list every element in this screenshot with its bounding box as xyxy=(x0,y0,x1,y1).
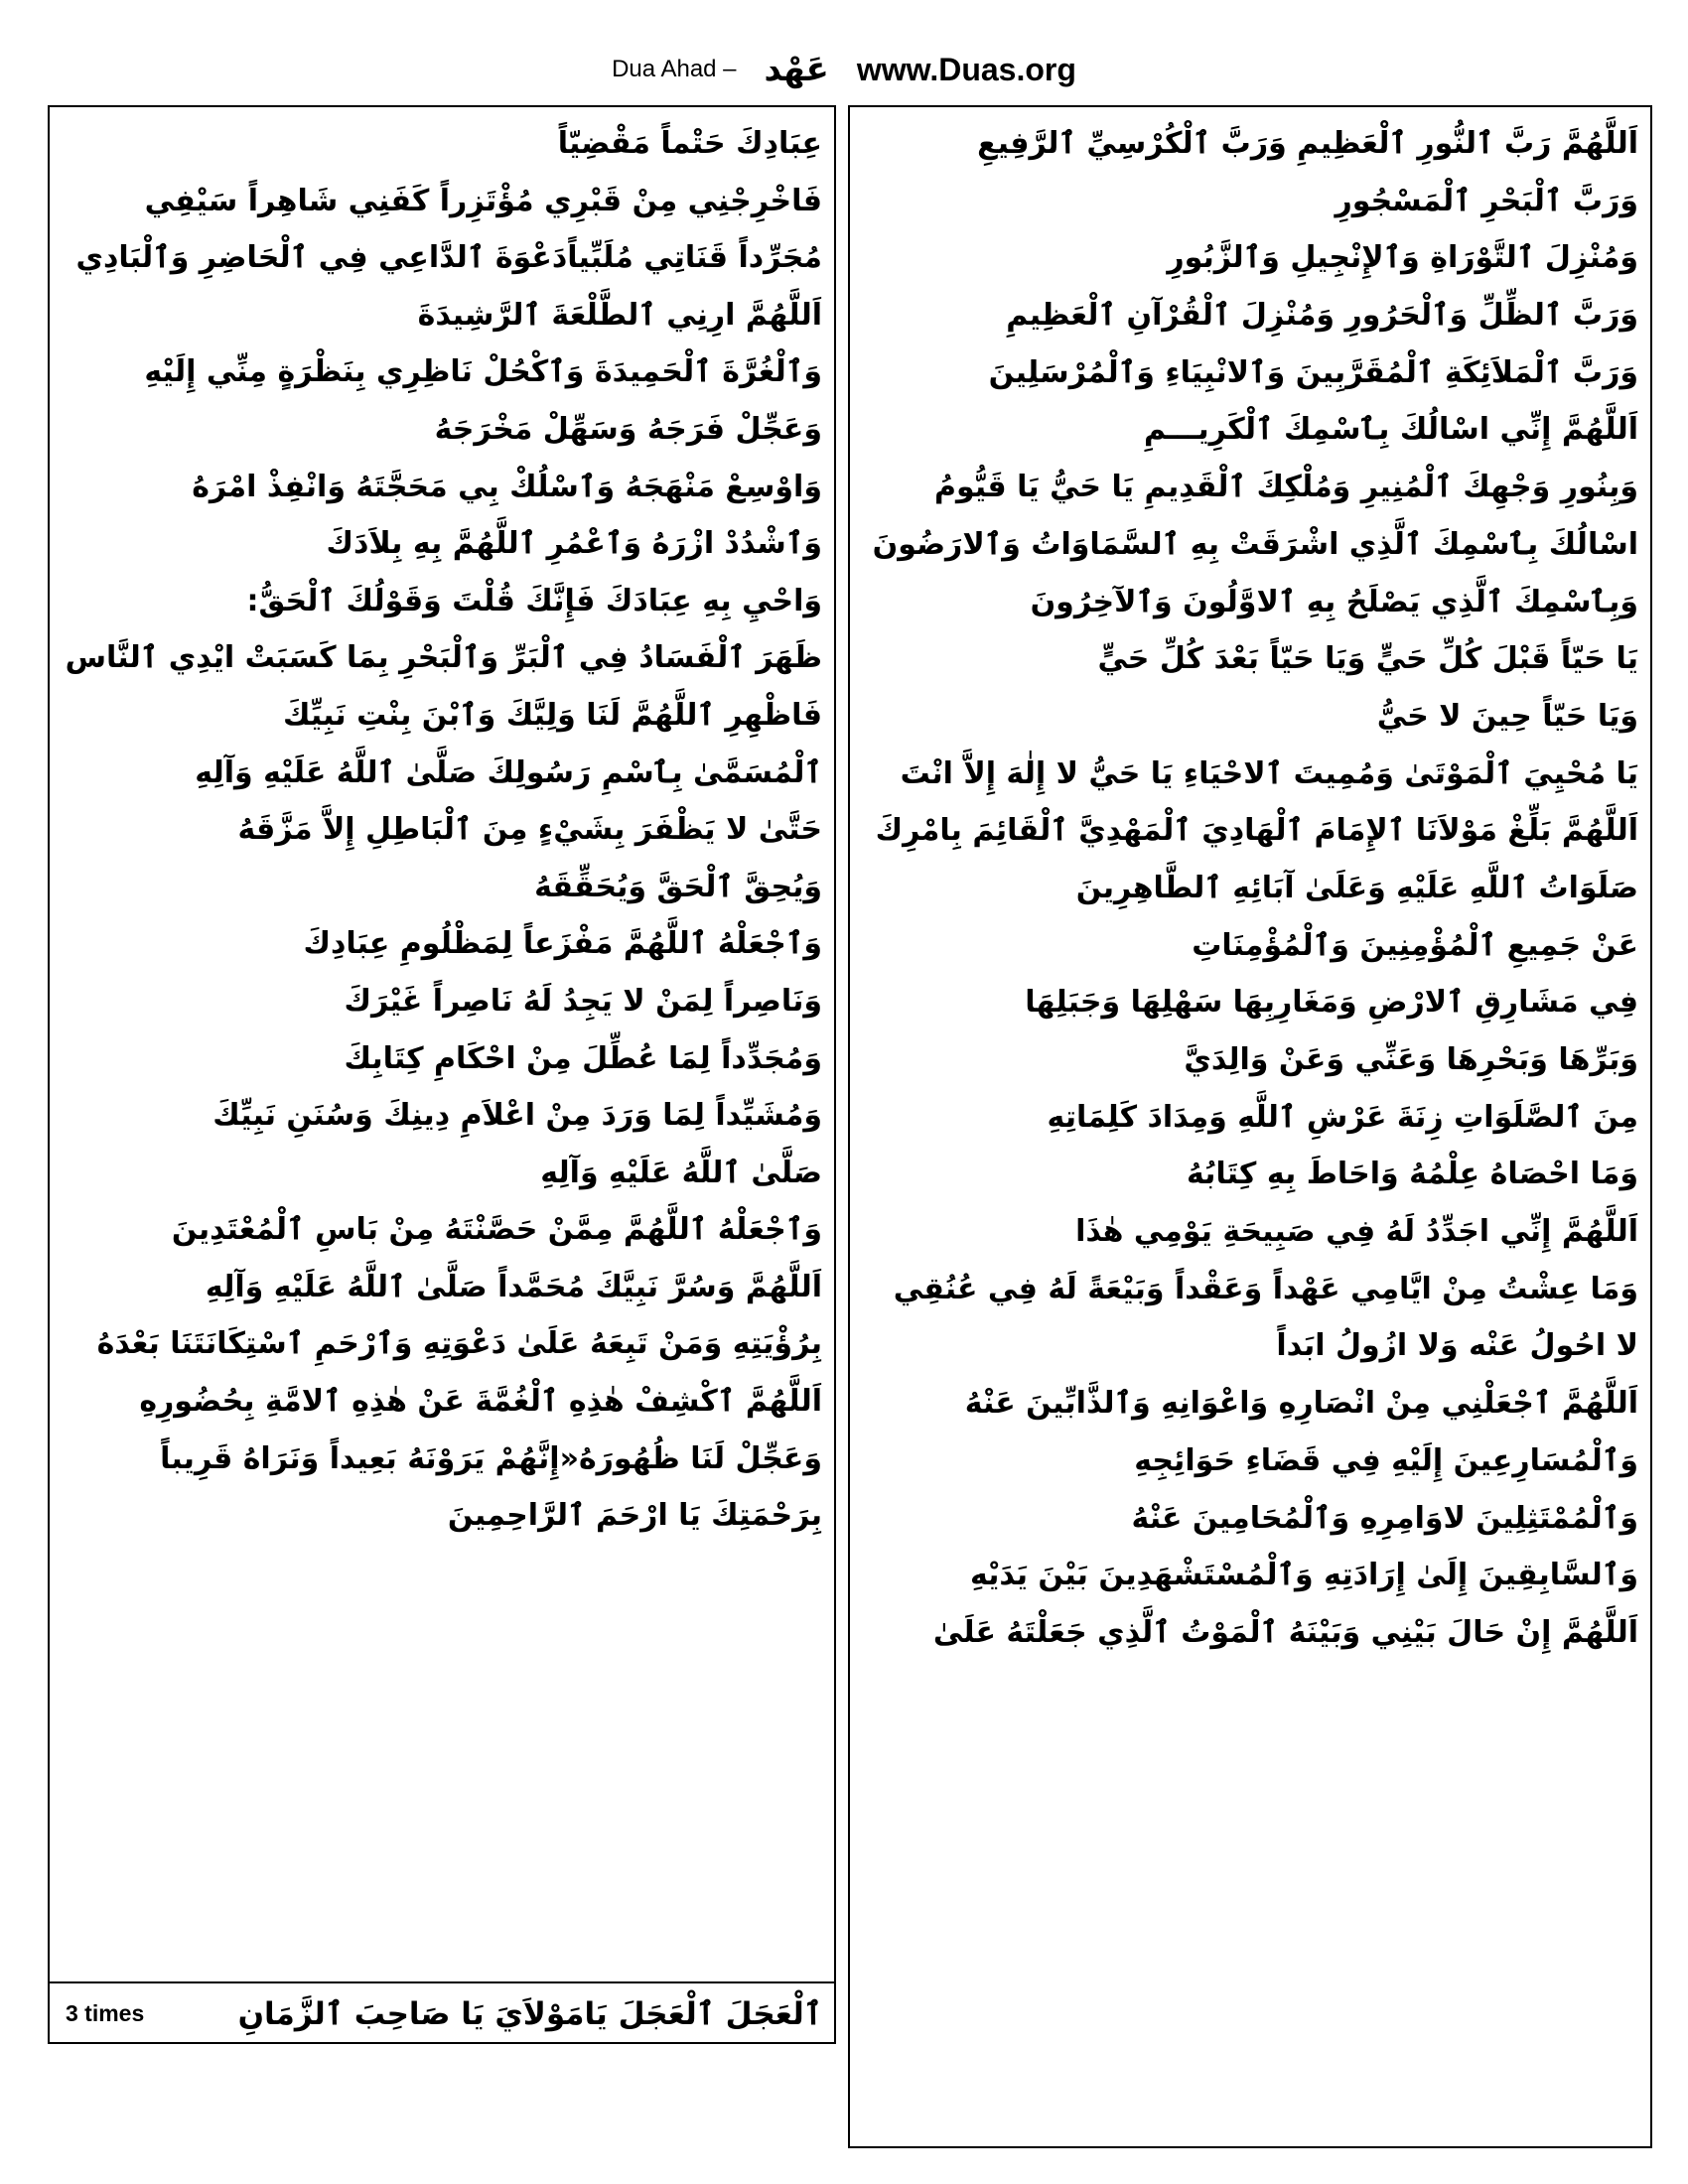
text-line: وَٱلسَّابِقِينَ إِلَىٰ إِرَادَتِهِ وَٱلْمُسْتَشْهَدِينَ بَيْنَ يَدَيْهِ xyxy=(969,1558,1638,1593)
text-line: وَيُحِقَّ ٱلْحَقَّ وَيُحَقِّقَهُ xyxy=(534,869,822,904)
left-text-column xyxy=(48,105,836,2044)
text-line: وَبَرِّهَا وَبَحْرِهَا وَعَنِّي وَعَنْ وَالِدَيَّ xyxy=(1184,1042,1638,1077)
text-line: وَعَجِّلْ فَرَجَهُ وَسَهِّلْ مَخْرَجَهُ xyxy=(434,411,822,447)
page-header xyxy=(0,40,1688,99)
text-line: وَمُجَدِّداً لِمَا عُطِّلَ مِنْ احْكَامِ كِتَابِكَ xyxy=(344,1040,822,1076)
text-line: وَرَبَّ ٱلْمَلاَئِكَةِ ٱلْمُقَرَّبِينَ وَٱلانْبِيَاءِ وَٱلْمُرْسَلِينَ xyxy=(988,354,1638,390)
text-line: بِرَحْمَتِكَ يَا ارْحَمَ ٱلرَّاحِمِينَ xyxy=(447,1498,822,1534)
text-line: اَللَّهُمَّ رَبَّ ٱلنُّورِ ٱلْعَظِيمِ وَرَبَّ ٱلْكُرْسِيِّ ٱلرَّفِيعِ xyxy=(977,126,1638,161)
text-line: وَٱلْغُرَّةَ ٱلْحَمِيدَةَ وَٱكْحُلْ نَاظِرِي بِنَظْرَةٍ مِنِّي إِلَيْهِ xyxy=(144,354,822,390)
text-line: مِنَ ٱلصَّلَوَاتِ زِنَةَ عَرْشِ ٱللَّهِ وَمِدَادَ كَلِمَاتِهِ xyxy=(1047,1099,1638,1135)
header-website: www.Duas.org xyxy=(856,51,1076,87)
text-line: عَنْ جَمِيعِ ٱلْمُؤْمِنِينَ وَٱلْمُؤْمِنَاتِ xyxy=(1192,927,1638,963)
text-line: وَبِنُورِ وَجْهِكَ ٱلْمُنِيرِ وَمُلْكِكَ ٱلْقَدِيمِ يَا حَيُّ يَا قَيُّومُ xyxy=(933,470,1638,505)
left-column-lines xyxy=(62,115,822,1545)
text-line: ظَهَرَ ٱلْفَسَادُ فِي ٱلْبَرِّ وَٱلْبَحْرِ بِمَا كَسَبَتْ ايْدِي ٱلنَّاس xyxy=(65,640,822,676)
text-line: وَرَبَّ ٱلْبَحْرِ ٱلْمَسْجُورِ xyxy=(1335,183,1638,218)
text-line: وَٱجْعَلْهُ ٱللَّهُمَّ مَفْزَعاً لِمَظْلُومِ عِبَادِكَ xyxy=(303,926,822,962)
text-line: اَللَّهُمَّ ارِنِي ٱلطَّلْعَةَ ٱلرَّشِيدَةَ xyxy=(417,297,822,333)
text-line: اسْالُكَ بِٱسْمِكَ ٱلَّذِي اشْرَقَتْ بِهِ ٱلسَّمَاوَاتُ وَٱلارَضُونَ xyxy=(872,526,1638,562)
text-line: وَعَجِّلْ لَنَا ظُهُورَهُ«إِنَّهُمْ يَرَوْنَهُ بَعِيداً وَنَرَاهُ قَرِيباً xyxy=(160,1440,822,1476)
text-line: اَللَّهُمَّ إِنِّي اسْالُكَ بِٱسْمِكَ ٱلْكَرِيـــمِ xyxy=(1144,412,1638,448)
right-column-lines xyxy=(862,115,1638,1662)
text-line: اَللَّهُمَّ وَسُرَّ نَبِيَّكَ مُحَمَّداً صَلَّىٰ ٱللَّهُ عَلَيْهِ وَآلِهِ xyxy=(205,1269,822,1304)
header-arabic-title: عَهْد xyxy=(764,50,829,89)
right-text-column xyxy=(848,105,1652,2148)
footer-refrain xyxy=(48,1981,836,2044)
text-line: وَمُنْزِلَ ٱلتَّوْرَاةِ وَٱلإِنْجِيلِ وَٱلزَّبُورِ xyxy=(1167,240,1638,276)
text-line: وَنَاصِراً لِمَنْ لا يَجِدُ لَهُ نَاصِراً غَيْرَكَ xyxy=(344,983,822,1019)
header-subtitle: Dua Ahad – xyxy=(612,56,737,82)
text-line: وَٱجْعَلْهُ ٱللَّهُمَّ مِمَّنْ حَصَّنْتَهُ مِنْ بَاسِ ٱلْمُعْتَدِينَ xyxy=(171,1212,822,1248)
text-line: اَللَّهُمَّ إِنْ حَالَ بَيْنِي وَبَيْنَهُ ٱلْمَوْتُ ٱلَّذِي جَعَلْتَهُ عَلَىٰ xyxy=(932,1614,1638,1650)
text-line: اَللَّهُمَّ إِنِّي اجَدِّدُ لَهُ فِي صَبِيحَةِ يَوْمِي هٰذَا xyxy=(1075,1214,1638,1250)
text-line: وَبِٱسْمِكَ ٱلَّذِي يَصْلَحُ بِهِ ٱلاوَّلُونَ وَٱلآخِرُونَ xyxy=(1030,584,1638,619)
text-line: فَاخْرِجْنِي مِنْ قَبْرِي مُؤْتَزِراً كَفَنِي شَاهِراً سَيْفِي xyxy=(144,183,822,218)
text-line: وَٱلْمُسَارِعِينَ إِلَيْهِ فِي قَضَاءِ حَوَائِجِهِ xyxy=(1134,1442,1638,1478)
text-line: اَللَّهُمَّ بَلِّغْ مَوْلاَنَا ٱلإِمَامَ ٱلْهَادِيَ ٱلْمَهْدِيَّ ٱلْقَائِمَ بِامْرِكَ xyxy=(875,813,1638,849)
text-line: فَاظْهِرِ ٱللَّهُمَّ لَنَا وَلِيَّكَ وَٱبْنَ بِنْتِ نَبِيِّكَ xyxy=(282,697,822,733)
text-line: لا احُولُ عَنْه وَلا ازُولُ ابَداً xyxy=(1276,1328,1638,1364)
text-line: وَمَا عِشْتُ مِنْ ايَّامِي عَهْداً وَعَقْداً وَبَيْعَةً لَهُ فِي عُنُقِي xyxy=(893,1271,1638,1306)
text-line: مُجَرِّداً قَنَاتِي مُلَبِّياًدَعْوَةَ ٱلدَّاعِي فِي ٱلْحَاضِرِ وَٱلْبَادِي xyxy=(75,240,822,276)
text-line: فِي مَشَارِقِ ٱلارْضِ وَمَغَارِبِهَا سَهْلِهَا وَجَبَلِهَا xyxy=(1025,985,1638,1021)
text-line: عِبَادِكَ حَتْماً مَقْضِيّاً xyxy=(557,126,822,161)
text-line: يَا مُحْيِيَ ٱلْمَوْتَىٰ وَمُمِيتَ ٱلاحْيَاءِ يَا حَيُّ لا إِلٰهَ إِلاَّ انْتَ xyxy=(900,755,1638,791)
repeat-label: 3 times xyxy=(66,2000,145,2026)
text-line: وَاحْيِ بِهِ عِبَادَكَ فَإِنَّكَ قُلْتَ وَقَوْلُكَ ٱلْحَقُّ: xyxy=(246,583,822,618)
text-line: وَيَا حَيّاً حِينَ لا حَيُّ xyxy=(1376,698,1638,734)
text-line: اَللَّهُمَّ ٱكْشِفْ هٰذِهِ ٱلْغُمَّةَ عَنْ هٰذِهِ ٱلامَّةِ بِحُضُورِهِ xyxy=(139,1384,822,1420)
text-line: وَاوْسِعْ مَنْهَجَهُ وَٱسْلُكْ بِي مَحَجَّتَهُ وَانْفِذْ امْرَهُ xyxy=(192,469,822,504)
text-line: وَمُشَيِّداً لِمَا وَرَدَ مِنْ اعْلاَمِ دِينِكَ وَسُنَنِ نَبِيِّكَ xyxy=(212,1098,822,1134)
refrain-text: ٱلْعَجَلَ ٱلْعَجَلَ يَامَوْلاَيَ يَا صَاحِبَ ٱلزَّمَانِ xyxy=(237,1995,822,2032)
text-line: وَرَبَّ ٱلظِّلِّ وَٱلْحَرُورِ وَمُنْزِلَ ٱلْقُرْآنِ ٱلْعَظِيمِ xyxy=(1006,298,1638,334)
text-line: بِرُؤْيَتِهِ وَمَنْ تَبِعَهُ عَلَىٰ دَعْوَتِهِ وَٱرْحَمِ ٱسْتِكَانَتَنَا بَعْدَهُ xyxy=(96,1326,822,1362)
text-line: وَٱشْدُدْ ازْرَهُ وَٱعْمُرِ ٱللَّهُمَّ بِهِ بِلاَدَكَ xyxy=(326,526,822,562)
text-line: ٱلْمُسَمَّىٰ بِٱسْمِ رَسُولِكَ صَلَّىٰ ٱللَّهُ عَلَيْهِ وَآلِهِ xyxy=(195,754,822,790)
text-line: صَلَّىٰ ٱللَّهُ عَلَيْهِ وَآلِهِ xyxy=(540,1155,822,1190)
text-line: وَٱلْمُمْتَثِلِينَ لاوَامِرِهِ وَٱلْمُحَامِينَ عَنْهُ xyxy=(1131,1500,1638,1536)
text-line: حَتَّىٰ لا يَظْفَرَ بِشَيْءٍ مِنَ ٱلْبَاطِلِ إِلاَّ مَزَّقَهُ xyxy=(237,812,822,848)
text-line: يَا حَيّاً قَبْلَ كُلِّ حَيٍّ وَيَا حَيّاً بَعْدَ كُلِّ حَيٍّ xyxy=(1097,641,1638,677)
text-line: صَلَوَاتُ ٱللَّهِ عَلَيْهِ وَعَلَىٰ آبَائِهِ ٱلطَّاهِرِينَ xyxy=(1075,870,1638,905)
text-line: وَمَا احْصَاهُ عِلْمُهُ وَاحَاطَ بِهِ كِتَابُهُ xyxy=(1186,1157,1638,1192)
text-line: اَللَّهُمَّ ٱجْعَلْنِي مِنْ انْصَارِهِ وَاعْوَانِهِ وَٱلذَّابِّينَ عَنْهُ xyxy=(964,1386,1638,1422)
